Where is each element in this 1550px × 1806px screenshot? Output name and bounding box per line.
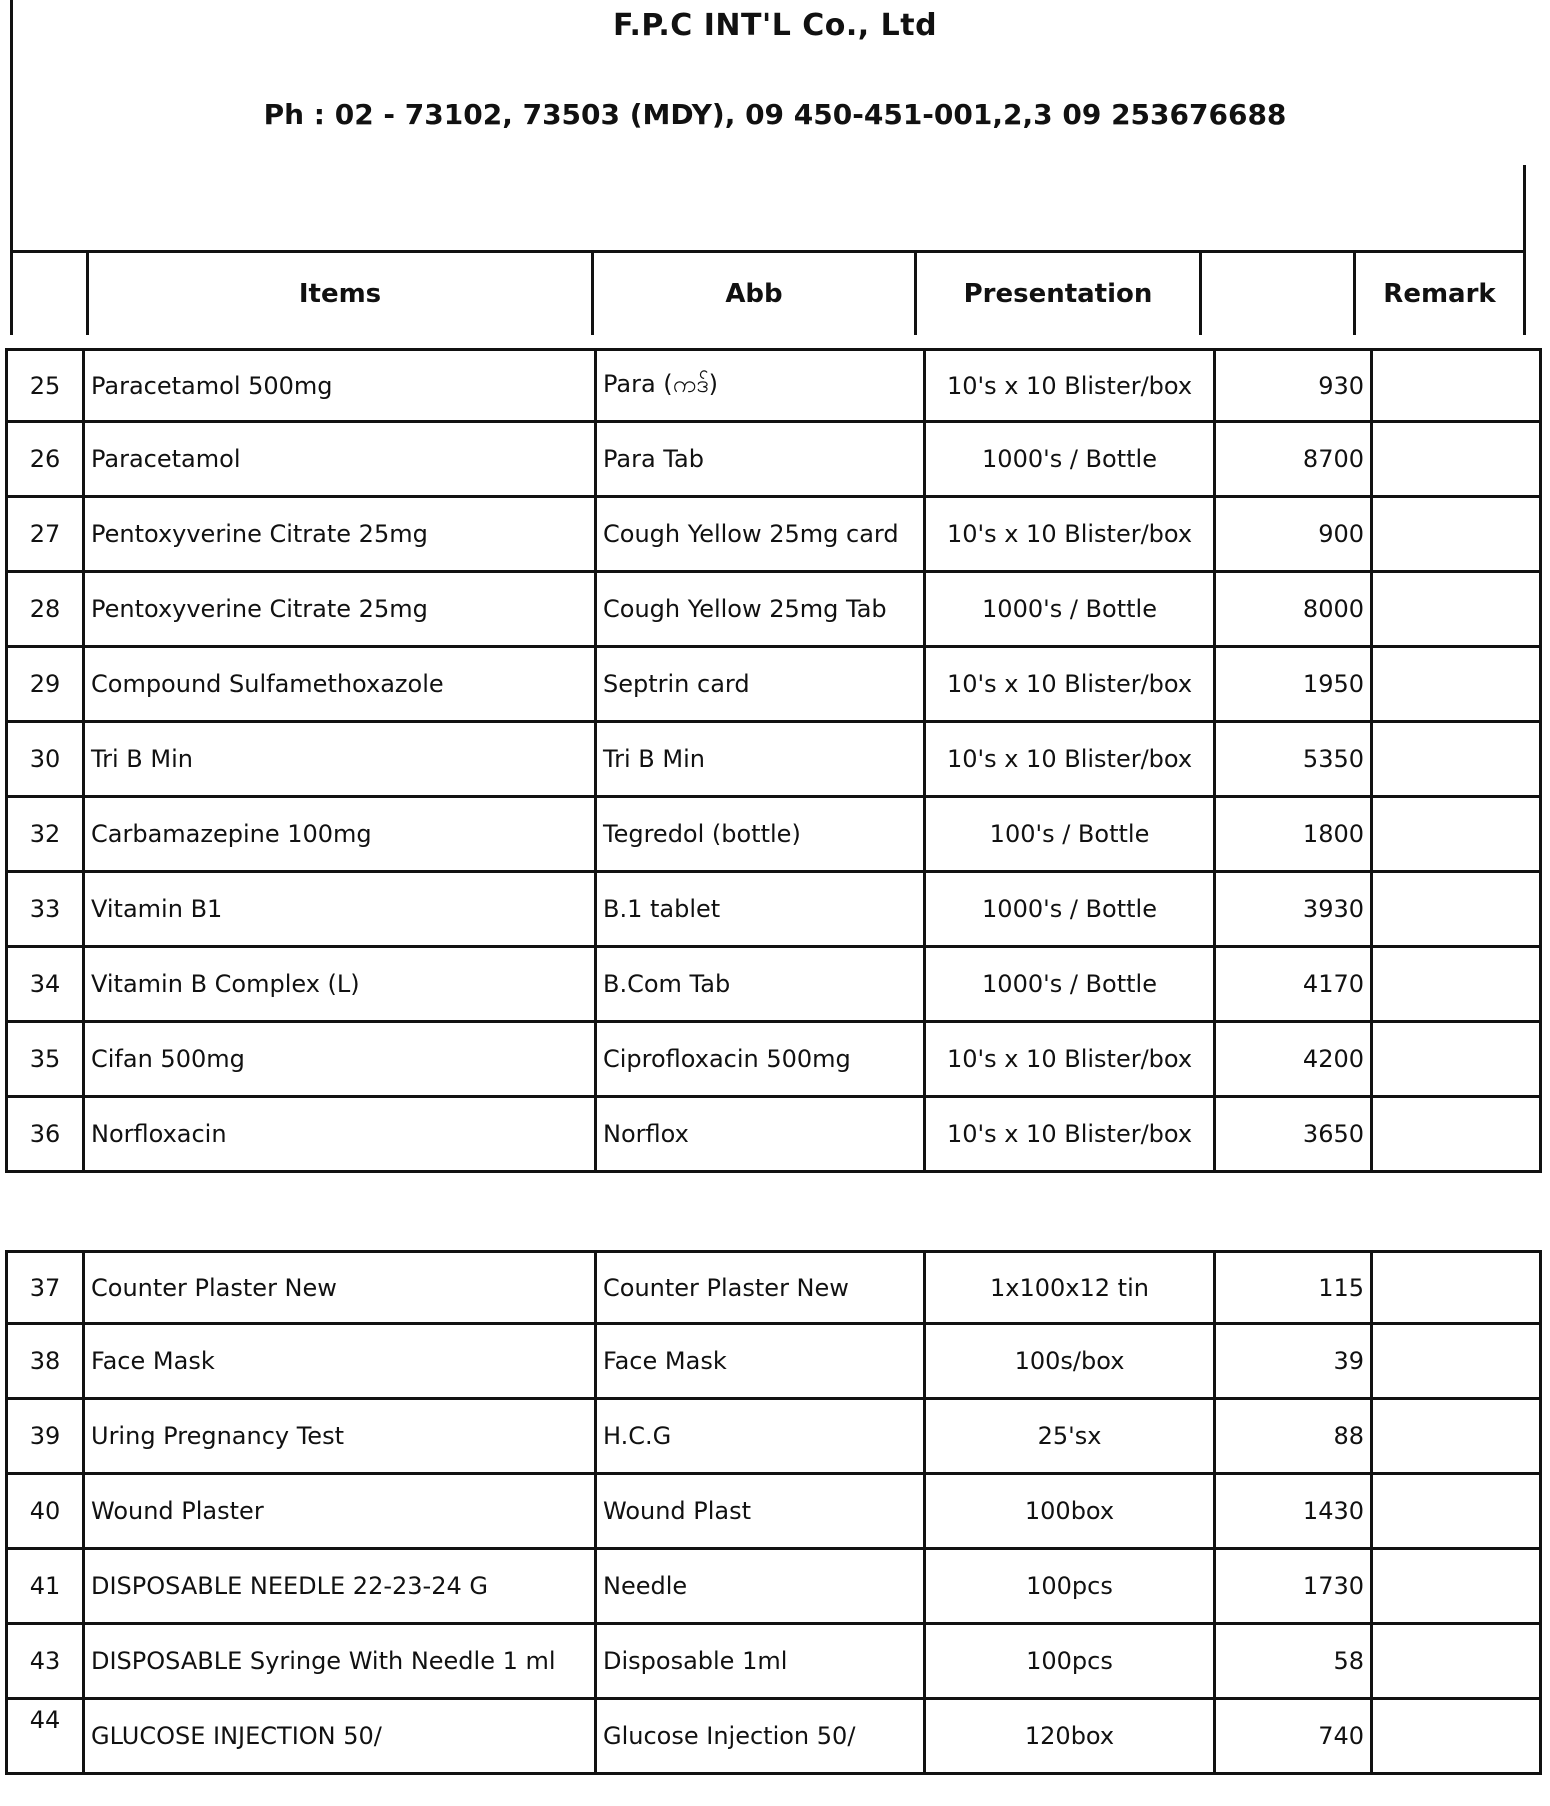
item-abbreviation: Cough Yellow 25mg card bbox=[594, 498, 923, 570]
item-name: Face Mask bbox=[82, 1325, 594, 1397]
table-row bbox=[5, 1325, 1542, 1400]
item-abbreviation: Glucose Injection 50/ bbox=[594, 1700, 923, 1772]
item-price: 39 bbox=[1213, 1325, 1370, 1397]
item-name: Cifan 500mg bbox=[82, 1023, 594, 1095]
item-name: Norfloxacin bbox=[82, 1098, 594, 1170]
item-remark bbox=[1370, 1400, 1542, 1472]
row-number: 36 bbox=[5, 1098, 82, 1170]
item-price: 5350 bbox=[1213, 723, 1370, 795]
item-abbreviation: H.C.G bbox=[594, 1400, 923, 1472]
table-row bbox=[5, 348, 1542, 423]
row-number: 28 bbox=[5, 573, 82, 645]
row-number: 39 bbox=[5, 1400, 82, 1472]
item-presentation: 1000's / Bottle bbox=[923, 423, 1213, 495]
item-name: Paracetamol bbox=[82, 423, 594, 495]
item-presentation: 10's x 10 Blister/box bbox=[923, 351, 1213, 420]
table-row bbox=[5, 1098, 1542, 1173]
row-number: 27 bbox=[5, 498, 82, 570]
item-presentation: 100box bbox=[923, 1475, 1213, 1547]
item-remark bbox=[1370, 351, 1542, 420]
item-remark bbox=[1370, 1475, 1542, 1547]
item-presentation: 1000's / Bottle bbox=[923, 873, 1213, 945]
item-name: Paracetamol 500mg bbox=[82, 351, 594, 420]
row-number: 44 bbox=[5, 1700, 82, 1772]
column-header-number bbox=[10, 253, 86, 335]
row-number: 34 bbox=[5, 948, 82, 1020]
item-abbreviation: Cough Yellow 25mg Tab bbox=[594, 573, 923, 645]
row-number: 26 bbox=[5, 423, 82, 495]
item-price: 58 bbox=[1213, 1625, 1370, 1697]
column-header-items: Items bbox=[86, 253, 591, 335]
item-price: 900 bbox=[1213, 498, 1370, 570]
frame-right-border bbox=[1523, 165, 1526, 252]
item-abbreviation: Para (ကဒ်) bbox=[594, 351, 923, 420]
item-remark bbox=[1370, 948, 1542, 1020]
item-presentation: 10's x 10 Blister/box bbox=[923, 648, 1213, 720]
item-abbreviation: Wound Plast bbox=[594, 1475, 923, 1547]
row-number: 29 bbox=[5, 648, 82, 720]
item-name: Compound Sulfamethoxazole bbox=[82, 648, 594, 720]
item-name: Vitamin B Complex (L) bbox=[82, 948, 594, 1020]
item-abbreviation: Para Tab bbox=[594, 423, 923, 495]
item-price: 740 bbox=[1213, 1700, 1370, 1772]
product-table-group-1 bbox=[5, 348, 1542, 1173]
row-number: 41 bbox=[5, 1550, 82, 1622]
item-remark bbox=[1370, 1098, 1542, 1170]
item-name: Wound Plaster bbox=[82, 1475, 594, 1547]
table-row bbox=[5, 1400, 1542, 1475]
item-remark bbox=[1370, 1625, 1542, 1697]
row-number: 37 bbox=[5, 1253, 82, 1322]
item-name: Pentoxyverine Citrate 25mg bbox=[82, 573, 594, 645]
table-row bbox=[5, 423, 1542, 498]
item-remark bbox=[1370, 648, 1542, 720]
item-presentation: 1000's / Bottle bbox=[923, 948, 1213, 1020]
item-abbreviation: Counter Plaster New bbox=[594, 1253, 923, 1322]
item-presentation: 10's x 10 Blister/box bbox=[923, 723, 1213, 795]
table-row bbox=[5, 498, 1542, 573]
item-price: 4200 bbox=[1213, 1023, 1370, 1095]
item-price: 1800 bbox=[1213, 798, 1370, 870]
row-number: 35 bbox=[5, 1023, 82, 1095]
item-remark bbox=[1370, 723, 1542, 795]
item-price: 8700 bbox=[1213, 423, 1370, 495]
item-name: GLUCOSE INJECTION 50/ bbox=[82, 1700, 594, 1772]
item-presentation: 10's x 10 Blister/box bbox=[923, 1098, 1213, 1170]
table-row bbox=[5, 1700, 1542, 1775]
table-row bbox=[5, 573, 1542, 648]
table-row bbox=[5, 723, 1542, 798]
item-abbreviation: Norflox bbox=[594, 1098, 923, 1170]
table-row bbox=[5, 648, 1542, 723]
item-price: 1730 bbox=[1213, 1550, 1370, 1622]
table-row bbox=[5, 1475, 1542, 1550]
table-row bbox=[5, 873, 1542, 948]
item-remark bbox=[1370, 1023, 1542, 1095]
item-presentation: 25'sx bbox=[923, 1400, 1213, 1472]
item-name: Uring Pregnancy Test bbox=[82, 1400, 594, 1472]
item-abbreviation: Septrin card bbox=[594, 648, 923, 720]
table-row bbox=[5, 1550, 1542, 1625]
item-abbreviation: B.Com Tab bbox=[594, 948, 923, 1020]
item-remark bbox=[1370, 798, 1542, 870]
company-title: F.P.C INT'L Co., Ltd bbox=[612, 8, 938, 43]
item-price: 1950 bbox=[1213, 648, 1370, 720]
item-abbreviation: Ciprofloxacin 500mg bbox=[594, 1023, 923, 1095]
column-header-abb: Abb bbox=[591, 253, 914, 335]
row-number: 33 bbox=[5, 873, 82, 945]
item-abbreviation: B.1 tablet bbox=[594, 873, 923, 945]
row-number: 43 bbox=[5, 1625, 82, 1697]
item-presentation: 10's x 10 Blister/box bbox=[923, 1023, 1213, 1095]
item-presentation: 100s/box bbox=[923, 1325, 1213, 1397]
item-abbreviation: Disposable 1ml bbox=[594, 1625, 923, 1697]
item-remark bbox=[1370, 1700, 1542, 1772]
column-header-price bbox=[1199, 253, 1353, 335]
table-row bbox=[5, 948, 1542, 1023]
item-name: Pentoxyverine Citrate 25mg bbox=[82, 498, 594, 570]
table-row bbox=[5, 1250, 1542, 1325]
row-number: 32 bbox=[5, 798, 82, 870]
column-header-remark: Remark bbox=[1353, 253, 1526, 335]
item-presentation: 100pcs bbox=[923, 1625, 1213, 1697]
item-price: 8000 bbox=[1213, 573, 1370, 645]
item-abbreviation: Tri B Min bbox=[594, 723, 923, 795]
item-name: Counter Plaster New bbox=[82, 1253, 594, 1322]
item-remark bbox=[1370, 1550, 1542, 1622]
item-price: 4170 bbox=[1213, 948, 1370, 1020]
row-number: 38 bbox=[5, 1325, 82, 1397]
item-remark bbox=[1370, 873, 1542, 945]
item-name: Tri B Min bbox=[82, 723, 594, 795]
item-remark bbox=[1370, 498, 1542, 570]
row-number: 40 bbox=[5, 1475, 82, 1547]
table-row bbox=[5, 798, 1542, 873]
table-header bbox=[10, 250, 1526, 335]
item-name: Carbamazepine 100mg bbox=[82, 798, 594, 870]
item-price: 88 bbox=[1213, 1400, 1370, 1472]
product-table-group-2 bbox=[5, 1250, 1542, 1775]
item-price: 1430 bbox=[1213, 1475, 1370, 1547]
item-presentation: 1x100x12 tin bbox=[923, 1253, 1213, 1322]
item-remark bbox=[1370, 1325, 1542, 1397]
row-number: 30 bbox=[5, 723, 82, 795]
item-remark bbox=[1370, 573, 1542, 645]
item-name: Vitamin B1 bbox=[82, 873, 594, 945]
frame-left-border bbox=[10, 0, 13, 252]
item-abbreviation: Face Mask bbox=[594, 1325, 923, 1397]
item-presentation: 100pcs bbox=[923, 1550, 1213, 1622]
item-abbreviation: Tegredol (bottle) bbox=[594, 798, 923, 870]
row-number: 25 bbox=[5, 351, 82, 420]
item-remark bbox=[1370, 423, 1542, 495]
item-price: 3650 bbox=[1213, 1098, 1370, 1170]
item-abbreviation: Needle bbox=[594, 1550, 923, 1622]
column-header-presentation: Presentation bbox=[914, 253, 1199, 335]
item-price: 3930 bbox=[1213, 873, 1370, 945]
item-presentation: 10's x 10 Blister/box bbox=[923, 498, 1213, 570]
item-presentation: 100's / Bottle bbox=[923, 798, 1213, 870]
item-price: 115 bbox=[1213, 1253, 1370, 1322]
phone-line: Ph : 02 - 73102, 73503 (MDY), 09 450-451-001,2,3 09 253676688 bbox=[263, 98, 1287, 131]
item-name: DISPOSABLE NEEDLE 22-23-24 G bbox=[82, 1550, 594, 1622]
table-row bbox=[5, 1625, 1542, 1700]
item-presentation: 1000's / Bottle bbox=[923, 573, 1213, 645]
item-price: 930 bbox=[1213, 351, 1370, 420]
item-name: DISPOSABLE Syringe With Needle 1 ml bbox=[82, 1625, 594, 1697]
item-remark bbox=[1370, 1253, 1542, 1322]
table-row bbox=[5, 1023, 1542, 1098]
item-presentation: 120box bbox=[923, 1700, 1213, 1772]
